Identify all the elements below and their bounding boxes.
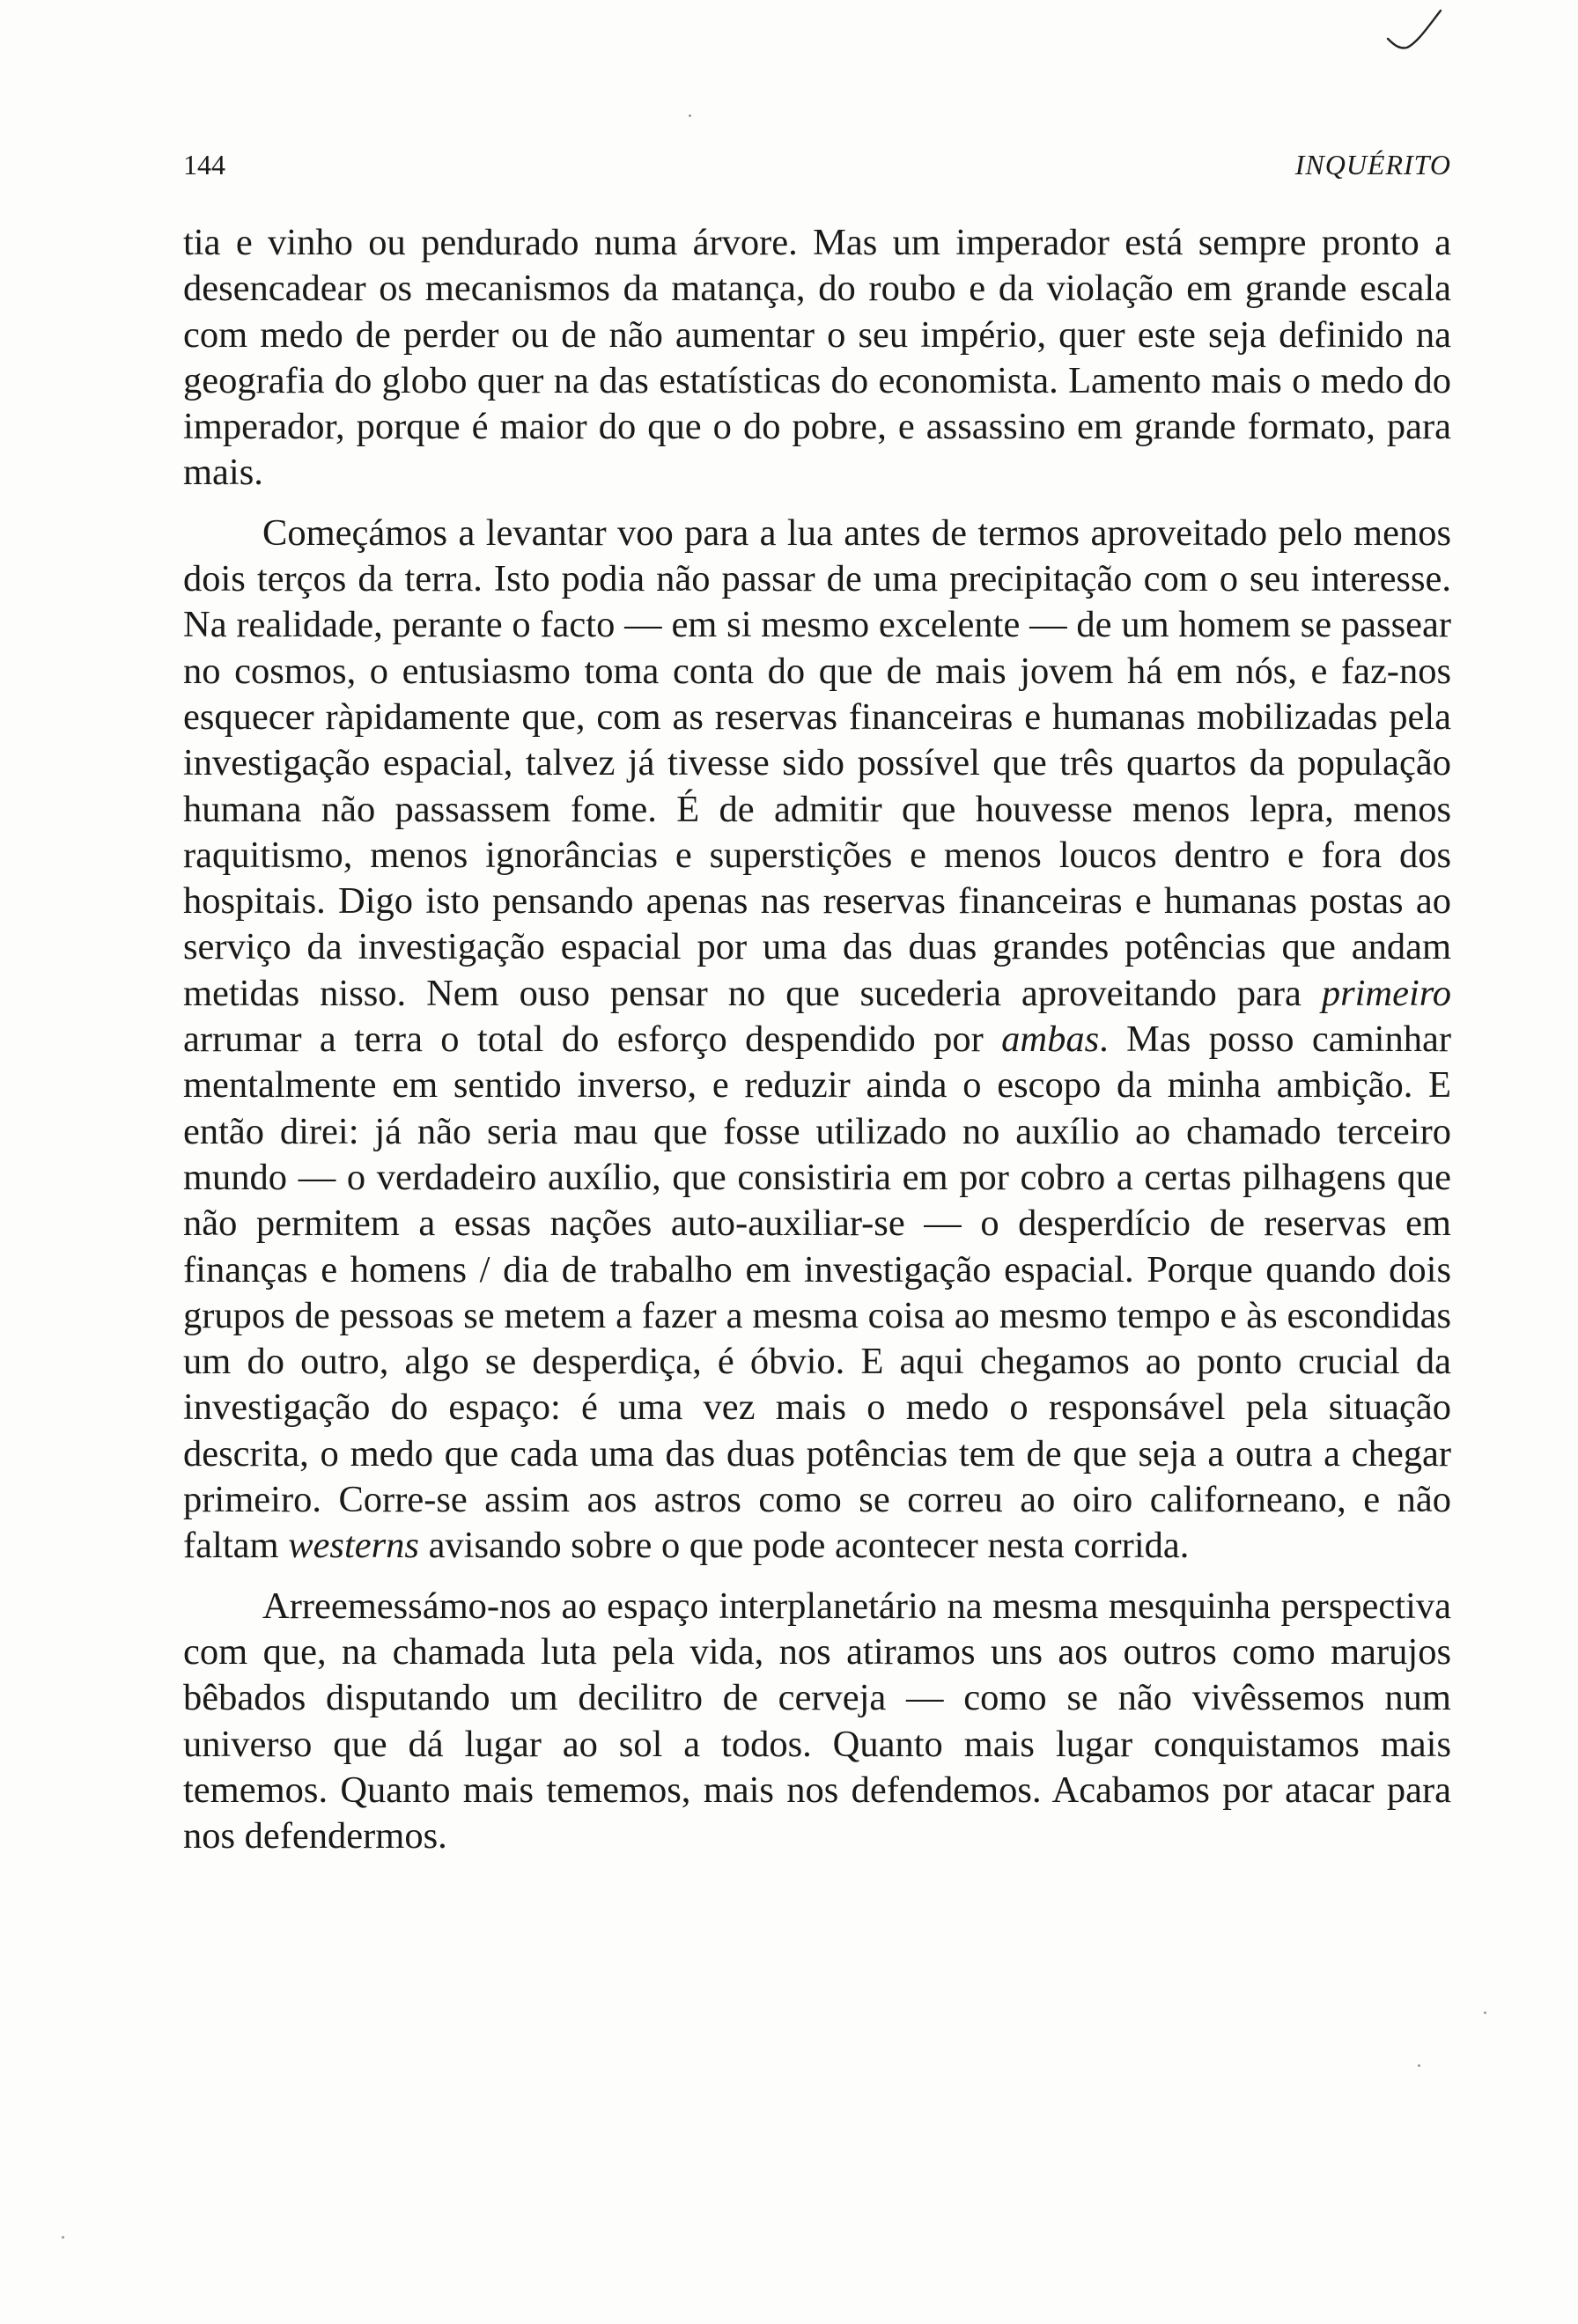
text-segment: tia e vinho ou pendurado numa árvore. Mas um imperador está sempre pronto a desencadear os mecanismos da matança, do roubo e da violação em grande escala com medo de perder ou de não aumentar o seu império, quer este seja definido na geografia do globo quer na das estatísticas do economista. Lamento mais o medo do imperador, porque é maior do que o do pobre, e assassino em grande formato, para mais. (183, 222, 1451, 494)
running-head (183, 143, 1451, 187)
italic-word: primeiro (1321, 972, 1451, 1014)
paper-speck (1484, 2011, 1486, 2014)
text-segment: Começámos a levantar voo para a lua antes de termos aproveitado pelo menos dois terços da terra. Isto podia não passar de uma precipitação com o seu interesse. Na realidade, perante o facto — em si mesmo excelente — de um homem se passear no cosmos, o entusiasmo toma conta do que de mais jovem há em nós, e faz-nos esquecer ràpidamente que, com as reservas financeiras e humanas mobilizadas pela investigação espacial, talvez já tivesse sido possível que três quartos da população humana não passassem fome. É de admitir que houvesse menos lepra, menos raquitismo, menos ignorâncias e superstições e menos loucos dentro e fora dos hospitais. Digo isto pensando apenas nas reservas financeiras e humanas postas ao serviço da investigação espacial por uma das duas grandes potências que andam metidas nisso. Nem ouso pensar no que sucederia aproveitando para (183, 511, 1451, 1014)
italic-word: ambas (1001, 1019, 1100, 1061)
text-segment: Arreemessámo-nos ao espaço interplanetário na mesma mesquinha perspectiva com que, na chamada luta pela vida, nos atiramos uns aos outros como marujos bêbados disputando um decilitro de cerveja — como se não vivêssemos num universo que dá lugar ao sol a todos. Quanto mais lugar conquistamos mais tememos. Quanto mais tememos, mais nos defendemos. Acabamos por atacar para nos defendermos. (183, 1585, 1451, 1857)
paragraph (183, 1584, 1451, 1860)
italic-word: westerns (288, 1525, 419, 1567)
body-text (183, 220, 1451, 1859)
paper-speck (62, 2236, 64, 2239)
check-mark-icon (1383, 4, 1444, 56)
paragraph (183, 511, 1451, 1570)
page-number: 144 (183, 149, 225, 180)
paper-speck (1418, 2064, 1420, 2067)
text-segment: arrumar a terra o total do esforço despendido por (183, 1019, 1002, 1061)
paragraph (183, 220, 1451, 496)
text-segment: . Mas posso caminhar mentalmente em sentido inverso, e reduzir ainda o escopo da minha ambição. E então direi: já não seria mau que fosse utilizado no auxílio ao chamado terceiro mundo — o verdadeiro auxílio, que consistiria em por cobro a certas pilhagens que não permitem a essas nações auto-auxiliar-se — o desperdício de reservas em finanças e homens / dia de trabalho em investigação espacial. Porque quando dois grupos de pessoas se metem a fazer a mesma coisa ao mesmo tempo e às escondidas um do outro, algo se desperdiça, é óbvio. E aqui chegamos ao ponto crucial da investigação do espaço: é uma vez mais o medo o responsável pela situação descrita, o medo que cada uma das duas potências tem de que seja a outra a chegar primeiro. Corre-se assim aos astros como se correu ao oiro californeano, e não faltam (183, 1019, 1451, 1567)
running-title: INQUÉRITO (1294, 149, 1451, 180)
paper-speck (689, 114, 691, 117)
text-segment: avisando sobre o que pode acontecer nesta corrida. (418, 1525, 1190, 1567)
